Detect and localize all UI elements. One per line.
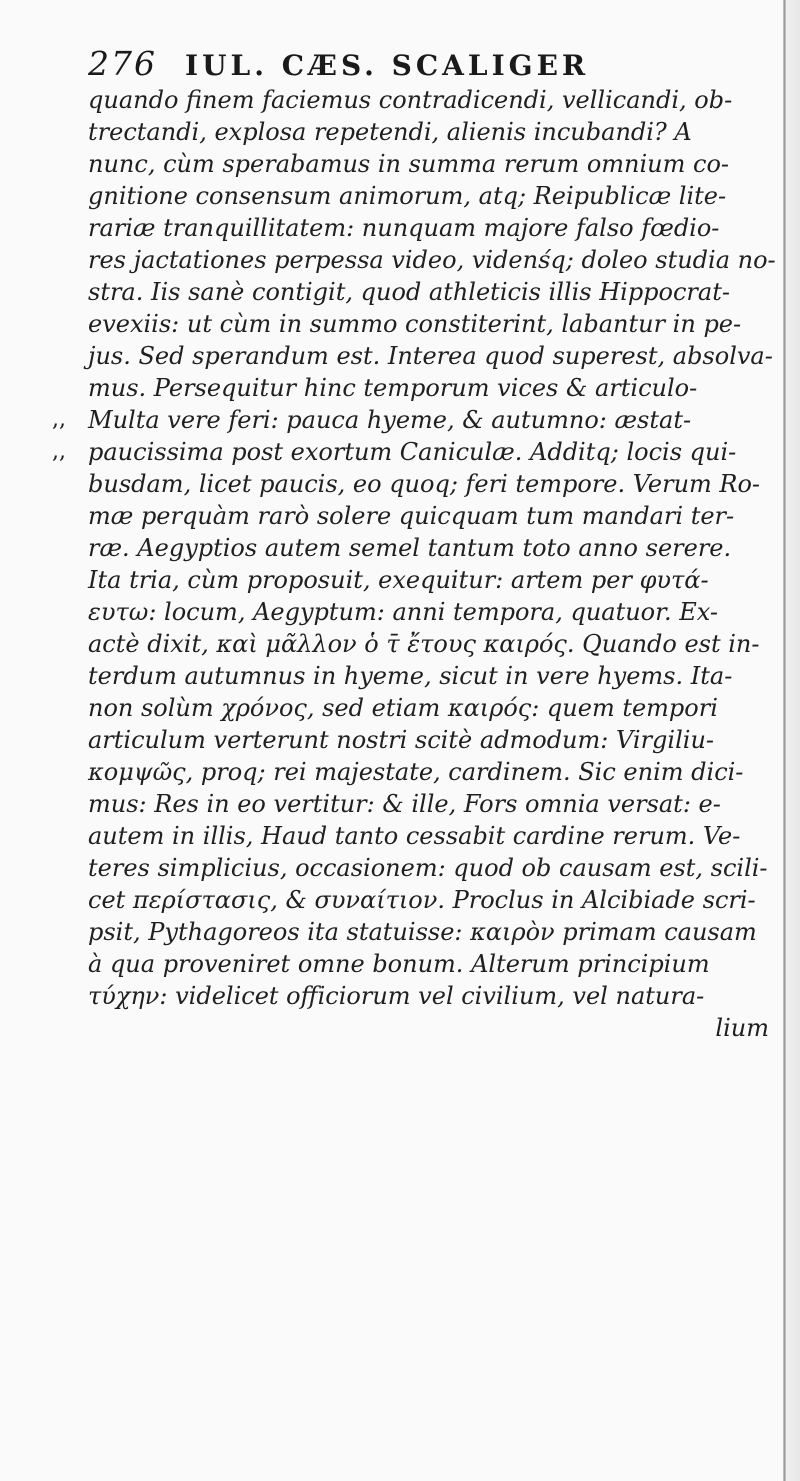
text-line: [0, 340, 783, 372]
text-line-content: rariæ tranquillitatem: nunquam majore falso fœdio-: [88, 214, 720, 242]
text-line: [0, 116, 783, 148]
text-line: [0, 372, 783, 404]
text-line: [0, 308, 783, 340]
text-line: [0, 500, 783, 532]
text-line-content: psit, Pythagoreos ita statuisse: καιρὸν primam causam: [88, 918, 757, 946]
text-line: [0, 1012, 783, 1044]
text-line-content: mus: Res in eo vertitur: & ille, Fors omnia versat: e-: [88, 790, 721, 818]
text-line: [0, 756, 783, 788]
text-line-content: lium: [715, 1014, 769, 1042]
text-line-content: terdum autumnus in hyeme, sicut in vere hyems. Ita-: [88, 662, 733, 690]
text-line: [0, 660, 783, 692]
text-line-content: à qua proveniret omne bonum. Alterum principium: [88, 950, 710, 978]
text-line: [0, 276, 783, 308]
text-line-content: evexiis: ut cùm in summo constiterint, labantur in pe-: [88, 310, 742, 338]
text-line: [0, 916, 783, 948]
text-line: [0, 180, 783, 212]
text-line-content: quando finem faciemus contradicendi, vellicandi, ob-: [88, 86, 733, 114]
text-line-content: paucissima post exortum Caniculæ. Additq; locis qui-: [88, 438, 737, 466]
text-line-content: non solùm χρόνος, sed etiam καιρός: quem tempori: [88, 694, 718, 722]
text-line: [0, 596, 783, 628]
text-line-content: gnitione consensum animorum, atq; Reipublicæ lite-: [88, 182, 727, 210]
text-line: [0, 212, 783, 244]
text-line: [0, 84, 783, 116]
text-line-content: trectandi, explosa repetendi, alienis incubandi? A: [88, 118, 692, 146]
text-line: [0, 404, 783, 436]
text-line-content: actè dixit, καὶ μᾶλλον ὁ τ̄ ἔτους καιρός. Quando est in-: [88, 630, 760, 658]
text-line: [0, 852, 783, 884]
text-line: [0, 980, 783, 1012]
text-line: [0, 820, 783, 852]
text-line: [0, 468, 783, 500]
text-line: [0, 628, 783, 660]
text-line: [0, 692, 783, 724]
text-line-content: res jactationes perpessa video, videnśq; doleo studia no-: [88, 246, 776, 274]
quotation-marker: ,,: [52, 439, 66, 464]
text-line-content: busdam, licet paucis, eo quoq; feri tempore. Verum Ro-: [88, 470, 761, 498]
text-line-content: mus. Persequitur hinc temporum vices & articulo-: [88, 374, 698, 402]
text-line-content: mæ perquàm rarò solere quicquam tum mandari ter-: [88, 502, 735, 530]
text-line-content: ræ. Aegyptios autem semel tantum toto anno serere.: [88, 534, 732, 562]
text-line-content: τύχην: videlicet officiorum vel civilium, vel natura-: [88, 982, 705, 1010]
text-line-content: autem in illis, Haud tanto cessabit cardine rerum. Ve-: [88, 822, 741, 850]
text-line-content: ευτω: locum, Aegyptum: anni tempora, quatuor. Ex-: [88, 598, 718, 626]
text-line: [0, 564, 783, 596]
text-line: [0, 148, 783, 180]
text-line-content: stra. Iis sanè contigit, quod athleticis illis Hippocrat-: [88, 278, 730, 306]
text-line-content: κομψῶς, proq; rei majestate, cardinem. Sic enim dici-: [88, 758, 744, 786]
text-line: [0, 948, 783, 980]
body-text: [0, 84, 783, 1044]
text-line-content: cet περίστασις, & συναίτιον. Proclus in Alcibiade scri-: [88, 886, 756, 914]
page-number: 276: [88, 44, 157, 83]
text-line-content: nunc, cùm sperabamus in summa rerum omnium co-: [88, 150, 730, 178]
text-line: [0, 436, 783, 468]
text-line-content: Ita tria, cùm proposuit, exequitur: artem per φυτά-: [88, 566, 709, 594]
text-line-content: teres simplicius, occasionem: quod ob causam est, scili-: [88, 854, 768, 882]
text-line: [0, 532, 783, 564]
text-line-content: Multa vere feri: pauca hyeme, & autumno: æstat-: [88, 406, 692, 434]
running-head: IUL. CÆS. SCALIGER: [185, 49, 590, 82]
page-header: [88, 44, 778, 88]
text-line: [0, 724, 783, 756]
text-line-content: articulum verterunt nostri scitè admodum: Virgiliu-: [88, 726, 715, 754]
page-gutter: [783, 0, 800, 1481]
text-line: [0, 884, 783, 916]
text-line-content: jus. Sed sperandum est. Interea quod superest, absolva-: [88, 342, 773, 370]
text-line: [0, 788, 783, 820]
quotation-marker: ,,: [52, 407, 66, 432]
text-line: [0, 244, 783, 276]
